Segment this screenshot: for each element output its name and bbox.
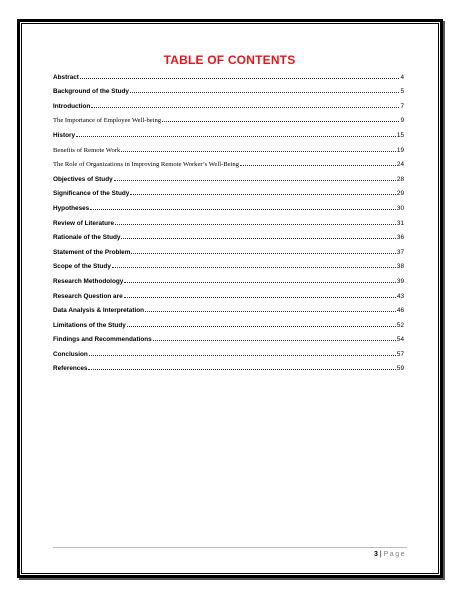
toc-entry-label: Significance of the Study	[53, 190, 130, 198]
toc-dot-leader	[127, 326, 396, 327]
toc-entry-page: 30	[396, 204, 404, 212]
toc-title: TABLE OF CONTENTS	[163, 53, 296, 67]
toc-entry[interactable]	[53, 270, 404, 285]
toc-list	[53, 66, 404, 372]
toc-entry-page: 36	[396, 234, 404, 242]
toc-dot-leader	[130, 92, 399, 93]
toc-entry[interactable]	[53, 154, 404, 169]
toc-entry-label: Introduction	[53, 102, 91, 110]
toc-entry-label: Background of the Study	[53, 88, 129, 96]
toc-entry-page: 9	[400, 117, 404, 125]
toc-dot-leader	[80, 78, 400, 79]
toc-entry[interactable]	[53, 197, 404, 212]
toc-entry-label: History	[53, 131, 76, 139]
toc-dot-leader	[88, 369, 395, 370]
toc-entry-label: Data Analysis & Interpretation	[53, 307, 145, 315]
toc-entry[interactable]	[53, 343, 404, 358]
toc-entry-page: 46	[396, 307, 404, 315]
toc-dot-leader	[91, 107, 399, 108]
toc-entry-page: 7	[400, 102, 404, 110]
toc-entry[interactable]	[53, 124, 404, 139]
toc-entry-page: 5	[400, 88, 404, 96]
toc-entry[interactable]	[53, 358, 404, 373]
toc-entry-page: 29	[396, 190, 404, 198]
toc-dot-leader	[153, 340, 396, 341]
toc-dot-leader	[130, 194, 396, 195]
toc-entry-page: 37	[396, 248, 404, 256]
toc-entry-label: Scope of the Study	[53, 263, 111, 271]
toc-entry[interactable]	[53, 183, 404, 198]
toc-entry-page: 19	[396, 146, 404, 154]
toc-entry-label: Conclusion	[53, 350, 88, 358]
toc-entry[interactable]	[53, 66, 404, 81]
toc-entry-label: Abstract	[53, 73, 79, 81]
toc-entry-page: 59	[396, 365, 404, 373]
footer-separator: |	[377, 551, 384, 558]
page-word: Page	[383, 551, 406, 558]
toc-entry-page: 38	[396, 263, 404, 271]
toc-entry[interactable]	[53, 256, 404, 271]
toc-entry-page: 31	[396, 219, 404, 227]
toc-entry-label: Objectives of Study	[53, 175, 113, 183]
toc-entry[interactable]	[53, 227, 404, 242]
toc-dot-leader	[121, 238, 395, 239]
toc-entry-page: 28	[396, 175, 404, 183]
toc-entry[interactable]	[53, 329, 404, 344]
toc-entry-label: Research Methodology	[53, 277, 124, 285]
toc-entry-label: Hypotheses	[53, 204, 90, 212]
toc-entry-page: 43	[396, 292, 404, 300]
toc-entry[interactable]	[53, 300, 404, 315]
toc-entry-label: Review of Literature	[53, 219, 115, 227]
toc-entry-page: 57	[396, 350, 404, 358]
toc-entry-label: Statement of the Problem	[53, 248, 131, 256]
toc-entry[interactable]	[53, 95, 404, 110]
toc-entry-label: Limitations of the Study	[53, 321, 126, 329]
toc-entry-page: 54	[396, 336, 404, 344]
toc-dot-leader	[115, 224, 396, 225]
toc-entry-page: 39	[396, 277, 404, 285]
toc-entry-label: The Importance of Employee Well-being	[53, 117, 162, 125]
toc-dot-leader	[121, 151, 396, 152]
toc-entry-label: Benefits of Remote Work	[53, 146, 121, 154]
toc-entry-page: 52	[396, 321, 404, 329]
toc-entry-label: The Role of Organizations in Improving Remote Worker’s Well-Being	[53, 161, 239, 169]
toc-entry-label: Research Question are	[53, 292, 123, 300]
toc-entry-page: 4	[400, 73, 404, 81]
footer-divider	[53, 547, 407, 548]
toc-dot-leader	[240, 165, 396, 166]
toc-entry-label: Rationale of the Study	[53, 234, 121, 242]
toc-dot-leader	[131, 253, 395, 254]
toc-entry[interactable]	[53, 285, 404, 300]
toc-entry[interactable]	[53, 110, 404, 125]
toc-dot-leader	[114, 180, 396, 181]
toc-dot-leader	[89, 355, 396, 356]
toc-dot-leader	[76, 136, 396, 137]
toc-dot-leader	[145, 311, 396, 312]
page-number: 3	[374, 551, 378, 558]
toc-entry[interactable]	[53, 81, 404, 96]
toc-dot-leader	[112, 267, 396, 268]
toc-entry[interactable]	[53, 241, 404, 256]
toc-dot-leader	[124, 297, 396, 298]
toc-dot-leader	[90, 209, 396, 210]
toc-entry[interactable]	[53, 139, 404, 154]
page-footer	[300, 551, 406, 558]
toc-entry-page: 24	[396, 161, 404, 169]
toc-entry[interactable]	[53, 314, 404, 329]
toc-entry-label: References	[53, 365, 88, 373]
toc-entry-label: Findings and Recommendations	[53, 336, 152, 344]
toc-dot-leader	[124, 282, 396, 283]
toc-entry-page: 15	[396, 131, 404, 139]
toc-dot-leader	[162, 121, 399, 122]
toc-entry[interactable]	[53, 212, 404, 227]
toc-entry[interactable]	[53, 168, 404, 183]
